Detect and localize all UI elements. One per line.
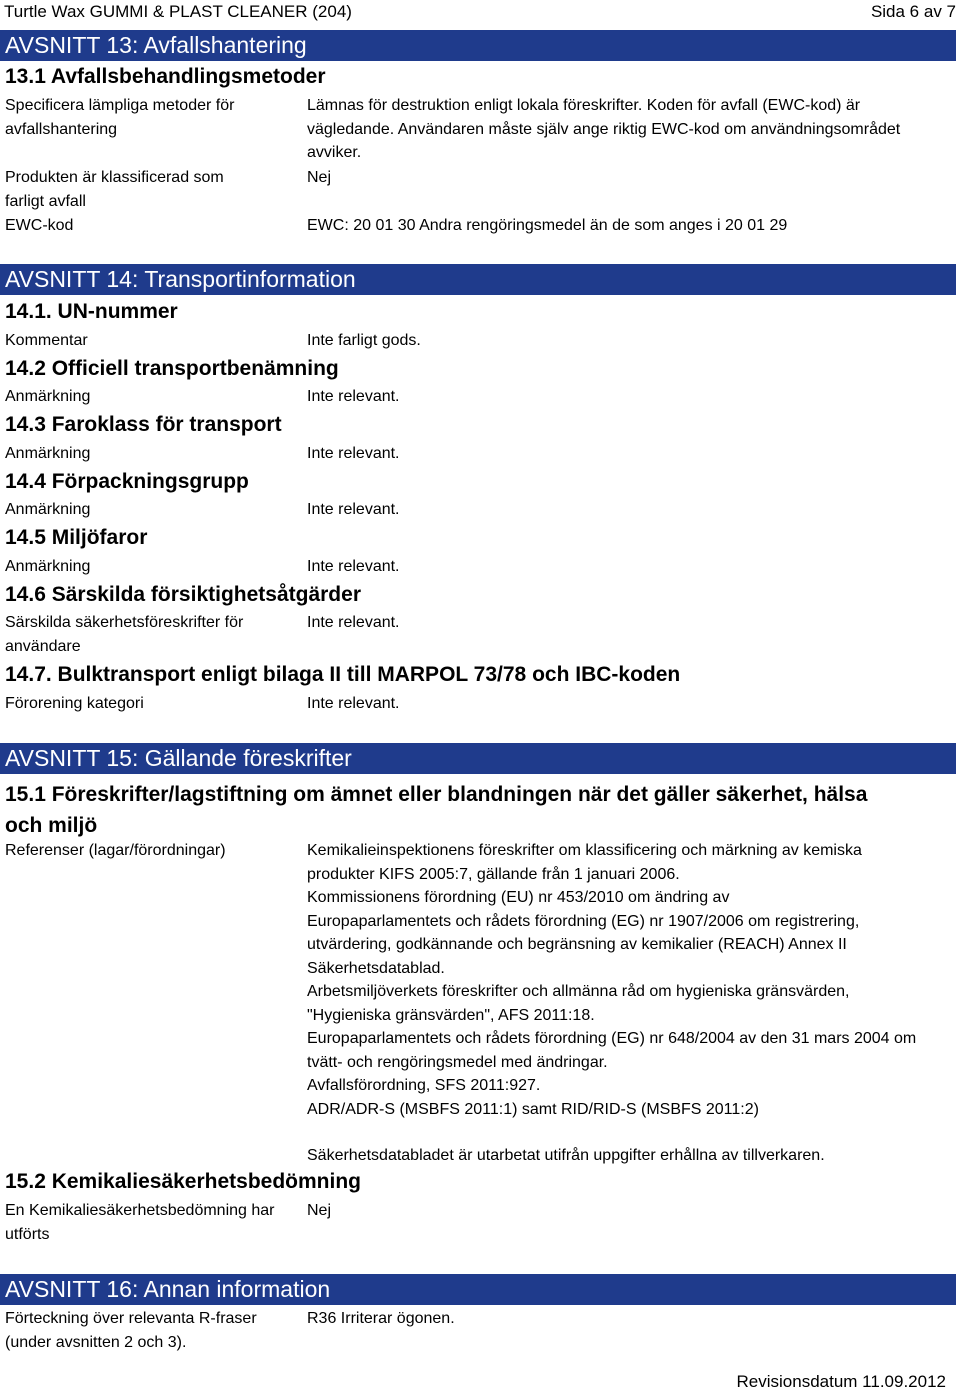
transport-name-label: Anmärkning — [5, 388, 91, 405]
user-precautions-label: Särskilda säkerhetsföreskrifter för användare — [5, 614, 244, 655]
subsection-15-1: 15.1 Föreskrifter/lagstiftning om ämnet eller blandningen när det gäller säkerhet, hälsa och miljö — [5, 783, 868, 837]
transport-name-value: Inte relevant. — [307, 388, 400, 405]
hazardous-waste-label: Produkten är klassificerad som farligt avfall — [5, 169, 224, 210]
subsection-14-4: 14.4 Förpackningsgrupp — [5, 470, 249, 493]
hazardous-waste-value: Nej — [307, 169, 332, 186]
env-hazards-label: Anmärkning — [5, 558, 91, 575]
subsection-14-3: 14.3 Faroklass för transport — [5, 413, 282, 436]
r-phrases-label: Förteckning över relevanta R-fraser (under avsnitten 2 och 3). — [5, 1310, 257, 1351]
subsection-14-2: 14.2 Officiell transportbenämning — [5, 357, 339, 380]
source-note: Säkerhetsdatabladet är utarbetat utifrån uppgifter erhållna av tillverkaren. — [307, 1147, 825, 1164]
subsection-13-1: 13.1 Avfallsbehandlingsmetoder — [5, 65, 326, 88]
reference-item: Arbetsmiljöverkets föreskrifter och allmänna råd om hygieniska gränsvärden, "Hygieniska gränsvärden", AFS 2011:18. — [307, 983, 850, 1024]
references-list — [307, 839, 927, 1121]
page-number: Sida 6 av 7 — [870, 2, 956, 21]
section-16-title: AVSNITT 16: Annan information — [0, 1274, 956, 1305]
un-comment-value: Inte farligt gods. — [307, 332, 421, 349]
reference-item: Europaparlamentets och rådets förordning (EG) nr 1907/2006 om registrering, utvärdering, godkännande och begränsning av kemikalier (REACH) Annex II Säkerhetsdatablad. — [307, 912, 860, 977]
hazard-class-value: Inte relevant. — [307, 445, 400, 462]
csa-label: En Kemikaliesäkerhetsbedömning har utförts — [5, 1202, 275, 1243]
section-14-title: AVSNITT 14: Transportinformation — [0, 264, 956, 295]
hazard-class-label: Anmärkning — [5, 445, 91, 462]
revision-date: Revisionsdatum 11.09.2012 — [736, 1372, 946, 1391]
waste-methods-value: Lämnas för destruktion enligt lokala föreskrifter. Koden för avfall (EWC-kod) är vägledande. Användaren måste själv ange riktig EWC-kod om användningsområdet avviker. — [307, 97, 901, 161]
reference-item: Kemikalieinspektionens föreskrifter om klassificering och märkning av kemiska produkter KIFS 2005:7, gällande från 1 januari 2006. — [307, 842, 862, 883]
waste-methods-label: Specificera lämpliga metoder för avfallshantering — [5, 97, 235, 138]
product-name: Turtle Wax GUMMI & PLAST CLEANER (204) — [4, 2, 352, 21]
reference-item: ADR/ADR-S (MSBFS 2011:1) samt RID/RID-S (MSBFS 2011:2) — [307, 1100, 759, 1118]
r-phrases-value: R36 Irriterar ögonen. — [307, 1310, 455, 1327]
packing-group-value: Inte relevant. — [307, 501, 400, 518]
ewc-code-label: EWC-kod — [5, 217, 74, 234]
subsection-14-1: 14.1. UN-nummer — [5, 300, 178, 323]
references-label: Referenser (lagar/förordningar) — [5, 842, 226, 859]
packing-group-label: Anmärkning — [5, 501, 91, 518]
section-13-title: AVSNITT 13: Avfallshantering — [0, 30, 956, 61]
reference-item: Kommissionens förordning (EU) nr 453/2010 om ändring av — [307, 889, 730, 906]
pollution-category-label: Förorening kategori — [5, 695, 144, 712]
reference-item: Europaparlamentets och rådets förordning (EG) nr 648/2004 av den 31 mars 2004 om tvätt- och rengöringsmedel med ändringar. — [307, 1030, 917, 1071]
ewc-code-value: EWC: 20 01 30 Andra rengöringsmedel än de som anges i 20 01 29 — [307, 217, 788, 234]
reference-item: Avfallsförordning, SFS 2011:927. — [307, 1077, 541, 1094]
env-hazards-value: Inte relevant. — [307, 558, 400, 575]
section-15-title: AVSNITT 15: Gällande föreskrifter — [0, 743, 956, 774]
subsection-14-5: 14.5 Miljöfaror — [5, 526, 148, 549]
page-header — [4, 2, 956, 24]
subsection-15-2: 15.2 Kemikaliesäkerhetsbedömning — [5, 1170, 361, 1193]
subsection-14-7: 14.7. Bulktransport enligt bilaga II till MARPOL 73/78 och IBC-koden — [5, 663, 681, 686]
user-precautions-value: Inte relevant. — [307, 614, 400, 631]
csa-value: Nej — [307, 1202, 332, 1219]
un-comment-label: Kommentar — [5, 332, 88, 349]
subsection-14-6: 14.6 Särskilda försiktighetsåtgärder — [5, 583, 361, 606]
pollution-category-value: Inte relevant. — [307, 695, 400, 712]
